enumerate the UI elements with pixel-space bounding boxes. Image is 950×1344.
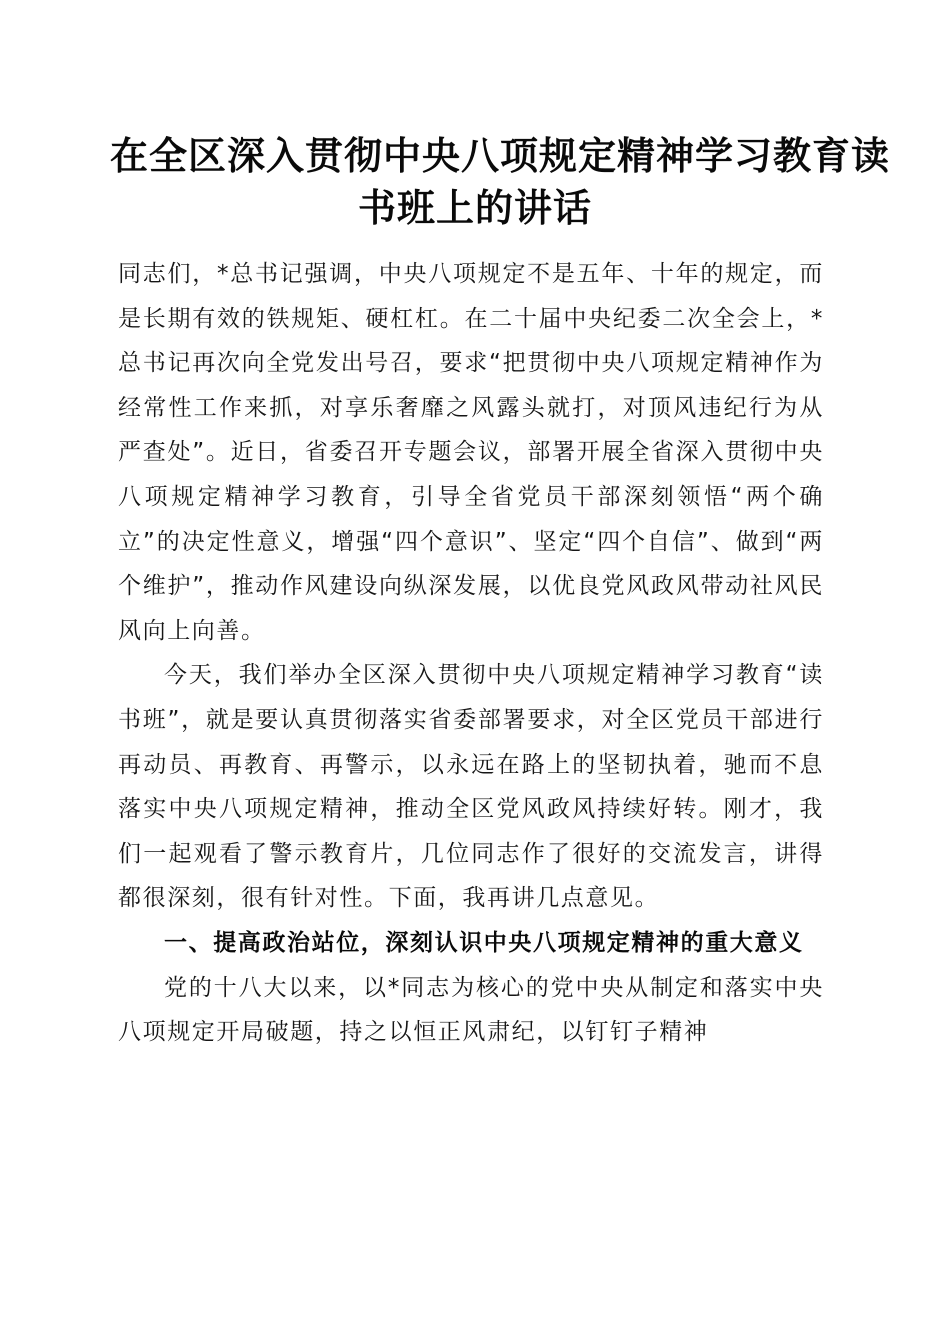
document-title xyxy=(110,130,891,234)
section-heading-1: 一、提高政治站位，深刻认识中央八项规定精神的重大意义 xyxy=(164,929,804,956)
document-body xyxy=(118,252,824,1055)
paragraph-section-1: 党的十八大以来，以*同志为核心的党中央从制定和落实中央八项规定开局破题，持之以恒正风肃纪，以钉钉子精神 xyxy=(118,974,824,1046)
title-line-1: 在全区深入贯彻中央八项规定精神学习教育读 xyxy=(110,133,891,178)
title-line-2: 书班上的讲话 xyxy=(357,185,592,230)
paragraph-opening: 同志们，*总书记强调，中央八项规定不是五年、十年的规定，而是长期有效的铁规矩、硬杠杠。在二十届中央纪委二次全会上，*总书记再次向全党发出号召，要求“把贯彻中央八项规定精神作为经常性工作来抓，对享乐奢靡之风露头就打，对顶风违纪行为从严查处”。近日，省委召开专题会议，部署开展全省深入贯彻中央八项规定精神学习教育，引导全省党员干部深刻领悟“两个确立”的决定性意义，增强“四个意识”、坚定“四个自信”、做到“两个维护”，推动作风建设向纵深发展，以优良党风政风带动社风民风向上向善。 xyxy=(118,261,824,644)
paragraph-purpose: 今天，我们举办全区深入贯彻中央八项规定精神学习教育“读书班”，就是要认真贯彻落实省委部署要求，对全区党员干部进行再动员、再教育、再警示，以永远在路上的坚韧执着，驰而不息落实中央八项规定精神，推动全区党风政风持续好转。刚才，我们一起观看了警示教育片，几位同志作了很好的交流发言，讲得都很深刻，很有针对性。下面，我再讲几点意见。 xyxy=(118,662,824,912)
